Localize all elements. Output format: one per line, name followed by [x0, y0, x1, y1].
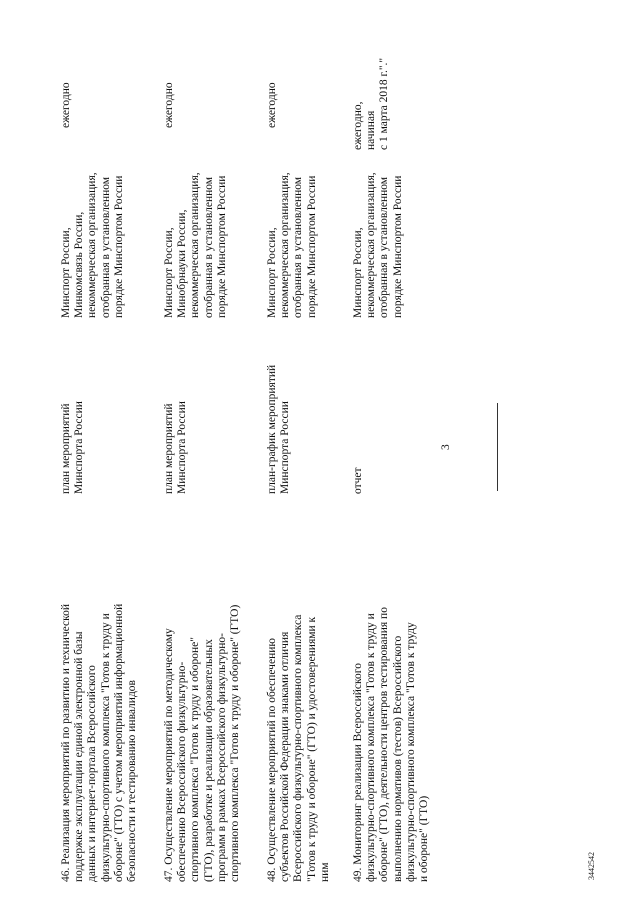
document-id: 3442542: [587, 852, 596, 880]
row-48-activity: 48. Осуществление мероприятий по обеспечению субъектов Российской Федерации знаками отличия Всероссийского физкультурно-спортивного комплекса "Готов к труду и обороне" (ГТО) и удостоверениями к ним: [266, 614, 331, 882]
page-number: 3: [440, 444, 452, 450]
row-48-responsible: Минспорт России, некоммерческая организация, отобранная в установленном порядке Минспортом России: [266, 172, 318, 318]
row-48-result: план-график мероприятий Минспорта России: [266, 364, 292, 494]
row-47-activity: 47. Осуществление мероприятий по методическому обеспечению Всероссийского физкультурно- спортивного комплекса "Готов к труду и обороне" (ГТО), разработке и реализации образовательных программ в рамках Всероссийского физкультурно- спортивного комплекса "Готов к труду и обороне" (ГТО): [163, 604, 242, 882]
row-46-responsible: Минспорт России, Минкомсвязь России, некоммерческая организация, отобранная в установленном порядке Минспортом России: [60, 172, 125, 318]
row-49-result: отчет: [352, 467, 364, 494]
row-47-responsible: Минспорт России, Минобрнауки России, некоммерческая организация, отобранная в установленном порядке Минспортом России: [163, 172, 228, 318]
row-49-responsible: Минспорт России, некоммерческая организация, отобранная в установленном порядке Минспортом России: [352, 172, 404, 318]
row-49-deadline: ежегодно, начиная с 1 марта 2018 г.".": [352, 57, 391, 150]
row-46-deadline: ежегодно: [60, 82, 72, 128]
row-47-result: план мероприятий Минспорта России: [163, 401, 189, 494]
row-49-activity: 49. Мониторинг реализации Всероссийского физкультурно-спортивного комплекса "Готов к труду и обороне" (ГТО), деятельности центров тестирования по выполнению нормативов (тестов) Всероссийского физкультурно-спортивного комплекса "Готов к труду и обороне" (ГТО): [352, 607, 431, 882]
end-divider: [497, 403, 498, 491]
row-46-result: план мероприятий Минспорта России: [60, 401, 86, 494]
row-46-activity: 46. Реализация мероприятий по развитию и технической поддержке эксплуатации единой электронной базы данных и интернет-портала Всероссийского физкультурно-спортивного комплекса "Готов к труду и обороне" (ГТО) с учетом мероприятий информационной безопасности и тестированию инвалидов: [60, 603, 139, 882]
row-48-deadline: ежегодно: [266, 82, 278, 128]
row-47-deadline: ежегодно: [163, 82, 175, 128]
